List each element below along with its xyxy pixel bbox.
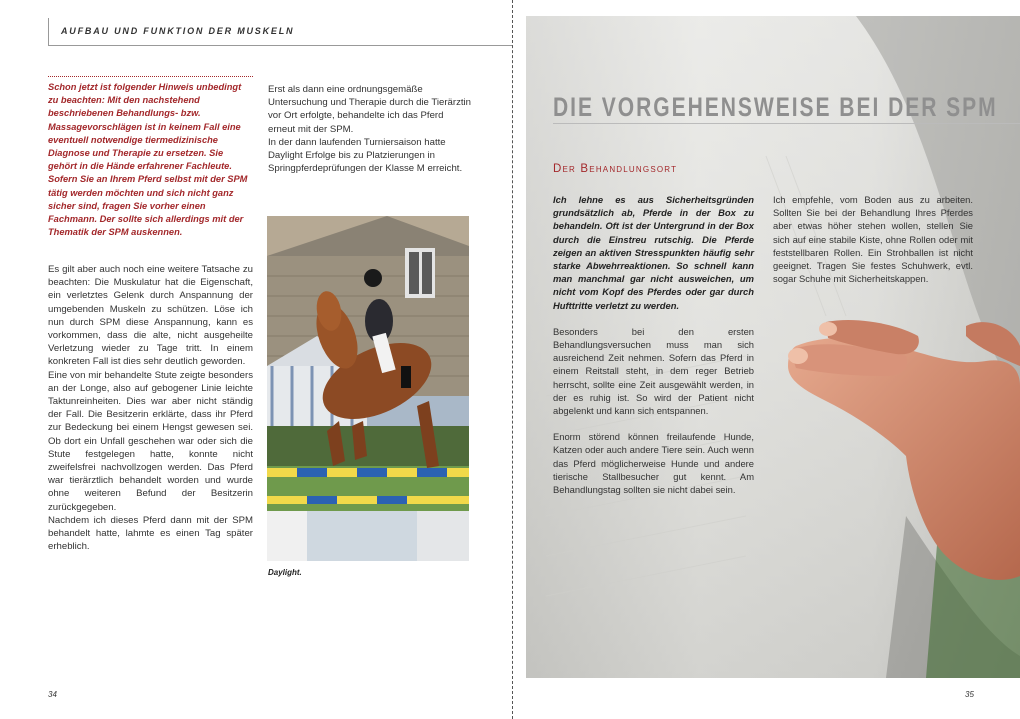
photo-caption: Daylight.: [268, 568, 302, 577]
running-head: [48, 18, 513, 46]
paragraph: Nachdem ich dieses Pferd dann mit der SPM behandelt hatte, lahmte es einen Tag später erheblich.: [48, 514, 253, 553]
running-head-text: AUFBAU UND FUNKTION DER MUSKELN: [61, 26, 295, 36]
middle-column-text: [268, 83, 472, 175]
right-column-b-text: [773, 193, 973, 298]
left-column-text: [48, 263, 253, 553]
right-column-a-text: [553, 193, 754, 509]
section-heading: Der Behandlungsort: [553, 163, 678, 175]
show-jumping-photo: [267, 216, 469, 561]
paragraph: Besonders bei den ersten Behandlungsversuchen muss man sich ausreichend Zeit nehmen. Sofern das Pferd in einem Reitstall steht, in dem reger Betrieb herrscht, sollte eine Zeit ausgewählt werden, in der es ruhig ist. So wird der Patient nicht abgelenkt und kann sich entspannen.: [553, 325, 754, 417]
paragraph: Es gilt aber auch noch eine weitere Tatsache zu beachten: Die Muskulatur hat die Eigenschaft, ein verletztes Gelenk durch Anspannung der umgebenden Muskeln zu schützen. Löse ich nun durch SPM diese Anspannung, kann es vorkommen, dass die alte, nicht ausgeheilte Verletzung wieder zu Tage tritt. In einem konkreten Fall ist dies sehr deutlich geworden.: [48, 264, 253, 368]
paragraph: Ich empfehle, vom Boden aus zu arbeiten. Sollten Sie bei der Behandlung Ihres Pferdes aber etwas höher stehen wollen, stellen Sie sich auf eine stabile Kiste, ohne Rollen oder mit feststellbaren Rollen. Ein Strohballen ist nicht geeignet. Tragen Sie festes Schuhwerk, evtl. sogar Schuhe mit Sicherheitskappen.: [773, 194, 973, 285]
page-number-right: 35: [965, 690, 974, 699]
paragraph: Erst als dann eine ordnungsgemäße Untersuchung und Therapie durch die Tierärztin vor Ort erfolgte, behandelte ich das Pferd erneut mit der SPM.: [268, 84, 472, 135]
paragraph: Eine von mir behandelte Stute zeigte besonders an der Longe, also auf gebogener Linie leichte Taktunreinheiten. Dies war aber nicht ständig der Fall. Die Besitzerin erklärte, dass ihr Pferd zur Bedeckung bei einem Hengst gewesen sei. Ob dort ein Unfall geschehen war oder sich die Stute festgelegen hatte, konnte nicht zweifelsfrei nachvollzogen werden. Das Pferd war tierärztlich behandelt worden und wurde ohne weiteren Befund der Besitzerin zurückgegeben.: [48, 369, 253, 513]
lead-paragraph: Ich lehne es aus Sicherheitsgründen grundsätzlich ab, Pferde in der Box zu behandeln. Oft ist der Untergrund in der Box durch die Einstreu rutschig. Die Pferde zeigen an aktiven Stresspunkten häufig sehr starke Abwehrreaktionen. So schnell kann man manchmal gar nicht ausweichen, um nicht vom Kopf des Pferdes oder gar durch Hufttritte verletzt zu werden.: [553, 194, 754, 311]
title-rule: [553, 123, 1020, 124]
paragraph: Enorm störend können freilaufende Hunde, Katzen oder auch andere Tiere sein. Auch wenn das Pferd möglicherweise Hunde und andere tierische Stallbesucher gut kennt. Am Behandlungstag sollten sie nicht dabei sein.: [553, 431, 754, 496]
chapter-title: DIE VORGEHENSWEISE BEI DER SPM: [553, 92, 998, 122]
paragraph: In der dann laufenden Turniersaison hatte Daylight Erfolge bis zu Platzierungen in Springpferdeprüfungen der Klasse M erreicht.: [268, 136, 463, 175]
warning-note: Schon jetzt ist folgender Hinweis unbedingt zu beachten: Mit den nachstehend beschriebenen Behandlungs- bzw. Massagevorschlägen ist in keinem Fall eine eventuell notwendige tiermedizinische Diagnose und Therapie zu ersetzen. Sie gehört in die Hände erfahrener Fachleute. Sofern Sie an Ihrem Pferd selbst mit der SPM tätig werden möchten und sich nicht ganz sicher sind, fragen Sie vorher einen Fachmann. Der sollte sich allerdings mit der Thematik der SPM auskennen.: [48, 76, 253, 239]
show-jumping-illustration: [267, 216, 469, 561]
page-number-left: 34: [48, 690, 57, 699]
